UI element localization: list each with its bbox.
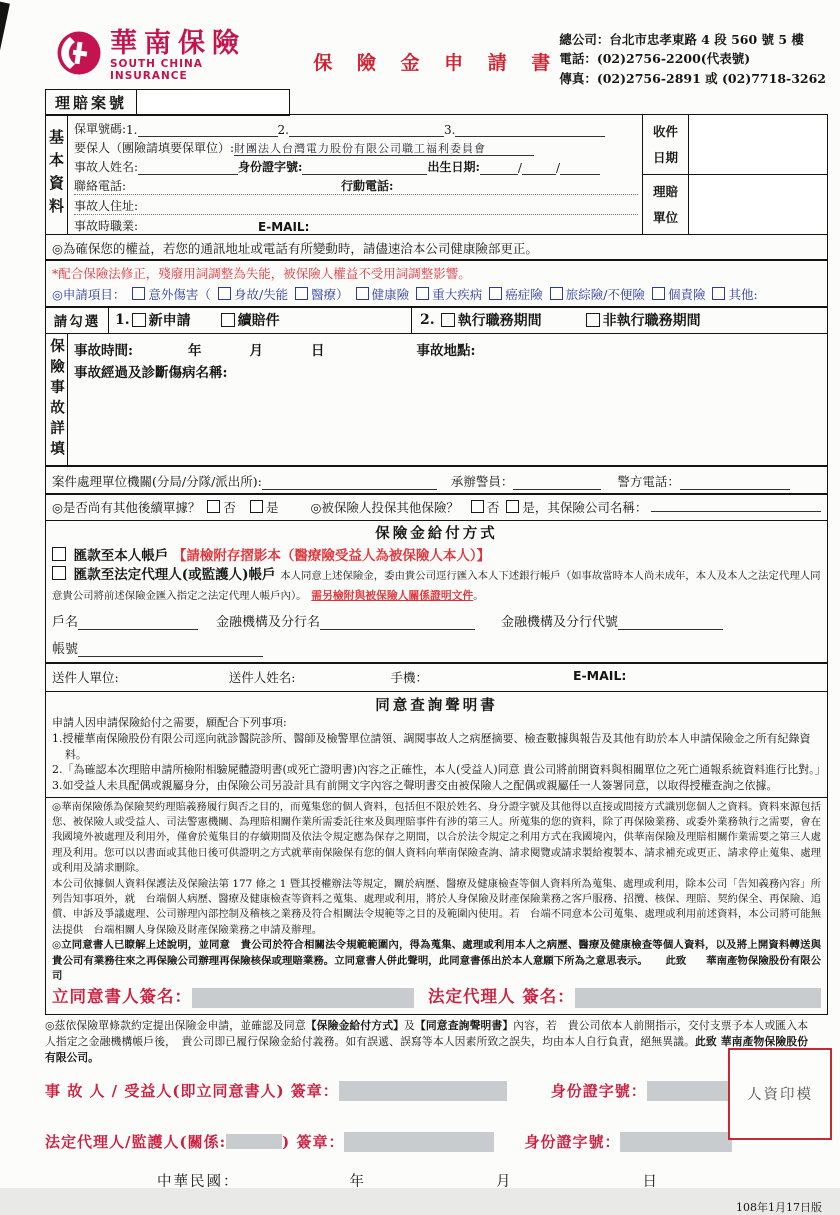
sender-email-label: E-MAIL:	[572, 668, 627, 684]
checkbox-personal-liability[interactable]	[652, 287, 665, 300]
account-number-field[interactable]	[78, 643, 263, 657]
birth-slash-2: /	[555, 161, 561, 176]
roc-month-label: 月	[496, 1174, 513, 1191]
receive-date-cell	[643, 115, 827, 174]
victim-id-field[interactable]	[302, 161, 427, 175]
accident-year-label: 年	[187, 342, 202, 359]
roc-year-label: 年	[349, 1174, 366, 1191]
pay-guardian-proof-note: 需另檢附與被保險人關係證明文件	[311, 588, 474, 602]
on-duty-label: 執行職務期間	[457, 313, 542, 330]
accident-time-row	[74, 337, 821, 359]
accident-description-row	[74, 359, 821, 381]
checkbox-other-insurance-no[interactable]	[471, 500, 484, 513]
south-china-insurance-logo-icon	[56, 30, 102, 76]
policy-number-label: 保單號碼:	[74, 122, 127, 137]
accident-place-label: 事故地點:	[416, 342, 476, 359]
beneficiary-id-label: 身份證字號：	[550, 1082, 647, 1101]
tick-label-cell: 請勾選	[46, 307, 109, 333]
applicant-label: 要保人（團險請填要保單位）:	[74, 141, 235, 156]
police-unit-field[interactable]	[262, 476, 437, 490]
sender-name-field[interactable]	[295, 668, 390, 686]
logo-company-name-en: SOUTH CHINA INSURANCE	[110, 58, 203, 83]
consent-item-3: 3.如受益人未具配偶或親屬身分，由保險公司另設計具有前開文字內容之聲明書交由被保險人之配偶或親屬任一人簽署同意，以取得授權查詢之依據。	[52, 779, 778, 793]
checkbox-new-application[interactable]	[132, 313, 146, 327]
office-use-column	[642, 115, 827, 234]
guardian-signature-row	[45, 1131, 828, 1152]
payment-option-self	[52, 544, 821, 564]
contact-change-notice: ◎為確保您的權益，若您的通訊地址或電話有所變動時，請儘速洽本公司健康險部更正。	[45, 234, 828, 261]
mobile-phone-label: 行動電話:	[341, 179, 394, 194]
apply-items-section	[45, 259, 828, 308]
other-insurance-question: ◎被保險人投保其他保險？	[310, 500, 459, 516]
victim-address-label: 事故人住址:	[74, 199, 139, 214]
apply-item-death-disability: 身故/失能	[233, 286, 289, 302]
police-unit-row	[45, 465, 828, 495]
sender-mobile-label: 手機：	[390, 670, 428, 686]
birth-year-field[interactable]	[480, 161, 518, 175]
policy-number-1-field[interactable]	[138, 123, 278, 137]
privacy-consent-text: ◎立同意書人已瞭解上述說明，並同意 貴公司於符合相關法令規範範圍內，得為蒐集、處理或利用本人之病歷、醫療及健康檢查等個人資料，以及將上開資料轉送與 貴公司有業務往來之再保險公司辦理再保險核保或理賠業務。立同意書人併此聲明，此同意書係出於本人意願下所為之意思表示。	[52, 939, 832, 967]
privacy-company-name: 華南產物保險股份有限公司	[52, 954, 821, 982]
consenter-signature-field[interactable]	[192, 988, 414, 1008]
victim-id-label: 身份證字號:	[238, 160, 303, 175]
followup-yes-label: 是	[265, 500, 279, 516]
consent-signature-row	[52, 985, 821, 1009]
other-insurance-company-field[interactable]	[651, 498, 821, 512]
victim-name-label: 事故人姓名:	[74, 160, 139, 175]
personal-data-section	[45, 797, 832, 1015]
checkbox-pay-self-account[interactable]	[52, 547, 66, 561]
privacy-paragraph-1: ◎華南保險係為保險契約理賠義務履行與否之目的，而蒐集您的個人資料，包括但不限於姓名、身分證字號及其他得以直接或間接方式識別您個人之資料。資料來源包括您、被保險人或受益人、司法警憲機關、為理賠相關作業所需委託往來及與理賠事件有涉的第三人。所蒐集的您的資料，除了再保險業務、或委外業務執行之需要，會在我國境外被處理及利用外，僅會於蒐集目的存續期間及依法令規定應為保存之期間，以合於法令規定之利用方式在我國境內，供華南保險及理賠相關作業需要之第三人處理及利用。您可以以書面或其他日後可供證明之方式就華南保險保有您的個人資料向華南保險查詢、請求閱覽或請求製給複製本、請求補充或更正、請求停止蒐集、處理或利用及請求刪除。	[52, 800, 821, 875]
apply-item-personal-liability: 個責險	[667, 286, 706, 302]
accident-detail-fields	[68, 334, 827, 466]
checkbox-death-disability[interactable]	[218, 287, 231, 300]
email-label: E-MAIL:	[258, 220, 310, 235]
accident-description-field[interactable]	[74, 381, 821, 463]
pay-self-account-label: 匯款至本人帳戶	[73, 547, 169, 564]
agreement-text-a: ◎茲依保險單條款約定提出保險金申請，並確認及同意	[45, 1018, 306, 1032]
receive-date-label-cell	[643, 115, 689, 174]
bank-code-label: 金融機構及分行代號	[501, 615, 619, 630]
agreement-bold-payment: 【保險金給付方式】	[305, 1018, 405, 1032]
claim-unit-field[interactable]	[689, 175, 827, 234]
beneficiary-signature-label: 事 故 人 / 受益人(即立同意書人) 簽章：	[45, 1082, 339, 1101]
police-unit-label: 案件處理單位機關(分局/分隊/派出所):	[52, 473, 262, 489]
bank-name-label: 金融機構及分行名	[216, 615, 321, 630]
roc-month-field[interactable]	[366, 1170, 496, 1191]
apply-item-major-illness: 重大疾病	[432, 286, 483, 302]
accident-description-label: 事故經過及診斷傷病名稱:	[74, 364, 228, 381]
bank-fields-row	[52, 611, 821, 630]
form-title: 保 險 金 申 請 書	[313, 52, 560, 74]
company-fax: 傳真：(02)2756-2891 或 (02)7718-3262	[559, 70, 826, 86]
roc-day-label: 日	[642, 1174, 659, 1191]
policy-index-1: 1.	[126, 123, 138, 138]
checkbox-travel[interactable]	[550, 287, 563, 300]
company-logo	[56, 30, 283, 82]
police-officer-label: 承辦警員：	[450, 473, 514, 489]
police-phone-field[interactable]	[680, 476, 790, 490]
sender-unit-label: 送件人單位:	[52, 670, 119, 686]
claim-number-field[interactable]	[137, 89, 290, 116]
apply-item-travel: 旅綜險/不便險	[565, 286, 645, 302]
policy-index-3: 3.	[443, 123, 456, 138]
agreement-text-c: 內容，若 貴公司依本人前開指示，交付支票予本人或匯入本人指定之金融機構帳戶後， 貴公司即已履行保險金給付義務。如有誤遞、誤寫等本人因素所致之誤失，均由本人自行負責，絕無異議。	[45, 1018, 809, 1048]
other-insurance-no-label: 否	[486, 500, 500, 516]
checkbox-other-insurance-yes[interactable]	[506, 500, 519, 513]
apply-items-row	[46, 283, 827, 307]
agreement-and: 及	[404, 1018, 415, 1032]
victim-name-field[interactable]	[138, 161, 238, 175]
guardian-signature-field[interactable]	[575, 988, 821, 1008]
payment-option-guardian	[52, 565, 821, 606]
guardian-signature-stamp-field[interactable]	[344, 1132, 494, 1152]
checkbox-accident[interactable]	[132, 287, 145, 300]
guardian-id-field[interactable]	[620, 1132, 732, 1152]
agreement-company: 此致 華南產物保險股份有限公司。	[45, 1034, 808, 1065]
followup-no-label: 否	[223, 500, 236, 516]
account-number-row	[52, 638, 821, 657]
occupation-label: 事故時職業:	[74, 219, 139, 234]
checkbox-pay-guardian-account[interactable]	[52, 566, 66, 580]
payment-method-title: 保險金給付方式	[375, 524, 498, 542]
accident-month-label: 月	[249, 342, 263, 359]
sender-name-label: 送件人姓名:	[228, 670, 296, 686]
occupation-row	[74, 214, 638, 234]
basic-info-fields	[68, 115, 642, 234]
consent-title: 同意查詢聲明書	[375, 696, 498, 714]
accident-detail-section	[45, 333, 828, 467]
birth-slash-1: /	[517, 161, 522, 176]
applicant-row	[74, 137, 638, 156]
consent-item-2: 2.「為確認本次理賠申請所檢附相驗屍體證明書(或死亡證明書)內容之正確性，本人(受益人)同意 貴公司將前開資料與相關單位之死亡通報系統資料進行比對。」	[52, 763, 826, 777]
beneficiary-signature-row	[45, 1080, 828, 1101]
address-row	[74, 194, 638, 214]
hr-seal-label: 人資印模	[747, 1087, 813, 1104]
birth-month-field[interactable]	[522, 161, 556, 175]
form-body	[45, 114, 832, 1014]
guardian-relation-label-a: 法定代理人/監護人(關係:	[45, 1133, 227, 1152]
form-header	[0, 0, 840, 86]
checkbox-health[interactable]	[356, 287, 369, 300]
roc-day-field[interactable]	[513, 1170, 643, 1191]
company-phone: 電話：(02)2756-2200(代表號)	[559, 51, 751, 67]
apply-item-cancer: 癌症險	[505, 286, 543, 302]
birth-date-label: 出生日期:	[427, 160, 480, 175]
checkbox-followup-no[interactable]	[207, 500, 220, 513]
privacy-paragraph-3	[52, 938, 832, 984]
bank-code-field[interactable]	[618, 616, 723, 630]
tick-selection-row	[45, 306, 828, 334]
privacy-to-label: 此致	[665, 954, 687, 967]
consent-declaration-section	[45, 691, 828, 799]
roc-date-row	[45, 1170, 828, 1191]
policy-number-2-field[interactable]	[289, 123, 444, 137]
roc-year-field[interactable]	[240, 1170, 350, 1191]
claim-number-label: 理賠案號	[45, 89, 137, 116]
basic-info-vertical-label: 基本資料	[46, 115, 68, 234]
apply-item-health: 健康險	[371, 286, 410, 302]
checkbox-medical[interactable]	[295, 287, 308, 300]
pay-self-account-note: 【請檢附存摺影本（醫療險受益人為被保險人本人）】	[172, 547, 491, 564]
checkbox-continued-claim[interactable]	[221, 313, 235, 327]
sender-row	[45, 662, 828, 692]
account-name-field[interactable]	[78, 616, 198, 630]
privacy-paragraph-2: 本公司依據個人資料保護法及保險法第 177 條之 1 暨其授權辦法等規定，關於病歷、醫療及健康檢查等個人資料所為蒐集、處理或利用，除本公司「告知義務內容」所列告知事項外，就 台端個人病歷、醫療及健康檢查等資料之蒐集、處理或利用，將於人身保險及財產保險業務之客戶服務、招攬、核保、理賠、契約保全、再保險、追償、申訴及爭議處理、公司辦理內部控制及稽核之業務及符合相關法令規範等之目的及範圍內使用。若 台端不同意本公司蒐集、處理或利用前述資料，本公司將可能無法提供 台端相關人身保險及財產保險業務之申請及辦理。	[52, 877, 821, 936]
final-agreement-paragraph	[45, 1018, 828, 1067]
sender-email-field[interactable]	[626, 668, 821, 686]
application-type-number: 1.	[115, 312, 130, 329]
claim-unit-cell	[643, 174, 827, 234]
pay-guardian-note-period: 。	[473, 589, 484, 602]
policy-index-2: 2.	[277, 123, 289, 138]
pay-guardian-account-label: 匯款至法定代理人(或監護人)帳戶	[73, 566, 276, 583]
claim-number-row	[45, 89, 840, 116]
roc-label: 中華民國：	[157, 1174, 240, 1191]
sender-mobile-field[interactable]	[428, 668, 573, 686]
policy-number-3-field[interactable]	[455, 123, 605, 137]
payment-method-section	[45, 520, 828, 665]
policy-number-row	[74, 118, 638, 137]
apply-item-medical: 醫療）	[311, 286, 349, 302]
birth-day-field[interactable]	[560, 161, 600, 175]
company-contact-block	[559, 30, 826, 88]
footer-section	[45, 1018, 828, 1215]
accident-day-label: 日	[310, 342, 325, 359]
apply-item-other: 其他:	[728, 286, 758, 302]
accident-detail-vertical-label: 保險事故詳填	[46, 334, 68, 466]
guardian-relation-label-b: ) 簽章：	[282, 1133, 345, 1152]
duty-period-number: 2.	[420, 312, 435, 329]
basic-info-section	[45, 114, 828, 235]
followup-question: ◎是否尚有其他後續單據？	[52, 500, 201, 516]
beneficiary-signature-field[interactable]	[339, 1081, 507, 1101]
new-application-label: 新申請	[148, 313, 191, 330]
logo-company-name: 華南保險	[110, 28, 246, 59]
account-number-label: 帳號	[52, 642, 79, 657]
claim-unit-label-cell	[643, 175, 689, 234]
police-officer-field[interactable]	[513, 476, 601, 490]
applicant-handwritten-value: 財團法人台灣電力股份有限公司職工福利委員會	[234, 142, 487, 156]
phone-row	[74, 175, 638, 194]
company-address: 總公司：台北市忠孝東路 4 段 560 號 5 樓	[559, 32, 804, 47]
other-insurance-yes-label: 是，其保險公司名稱：	[522, 500, 648, 516]
duty-period-cell	[412, 310, 827, 330]
receive-date-field[interactable]	[689, 115, 827, 174]
application-type-cell	[109, 307, 412, 333]
police-phone-label: 警方電話：	[617, 473, 680, 489]
account-name-label: 戶名	[52, 615, 79, 630]
checkbox-major-illness[interactable]	[416, 287, 429, 300]
agreement-bold-consent: 【同意查詢聲明書】	[414, 1018, 514, 1032]
victim-name-row	[74, 156, 638, 175]
guardian-relation-field[interactable]	[226, 1134, 282, 1149]
consenter-signature-label: 立同意書人簽名：	[52, 987, 192, 1007]
off-duty-label: 非執行職務期間	[602, 313, 701, 330]
checkbox-followup-yes[interactable]	[250, 500, 263, 513]
receive-date-label: 收件日期	[653, 123, 679, 165]
applicant-field[interactable]	[234, 140, 534, 156]
checkbox-other[interactable]	[712, 287, 725, 300]
checkbox-cancer[interactable]	[489, 287, 502, 300]
consent-intro: 申請人因申請保險給付之需要，願配合下列事項:	[52, 715, 287, 729]
guardian-signature-label: 法定代理人 簽名：	[428, 987, 575, 1007]
accident-time-label: 事故時間:	[74, 342, 133, 359]
continued-claim-label: 續賠件	[237, 313, 280, 330]
hr-seal-box	[728, 1048, 832, 1140]
form-version: 108年1月17日版	[736, 1201, 822, 1215]
apply-item-accident: 意外傷害（	[148, 286, 211, 302]
bank-name-field[interactable]	[320, 616, 475, 630]
sender-unit-field[interactable]	[119, 668, 229, 686]
pay-guardian-account-note: 本人同意上述保險金，委由貴公司逕行匯入本人下述銀行帳戶（如事故當時本人尚未成年，本人及本人之法定代理人同意貴公司將前述保險金匯入指定之法定代理人帳戶內）。	[52, 569, 821, 602]
claim-unit-label: 理賠單位	[653, 183, 679, 225]
checkbox-on-duty[interactable]	[441, 313, 455, 327]
law-amendment-note: *配合保險法修正，殘廢用詞調整為失能，被保險人權益不受用詞調整影響。	[52, 265, 471, 281]
other-insurance-row	[45, 493, 828, 521]
checkbox-off-duty[interactable]	[586, 313, 600, 327]
apply-items-label: ◎申請項目：	[52, 286, 126, 302]
consent-item-1: 1.授權華南保險股份有限公司逕向就診醫院診所、醫師及檢警單位請領、調閱事故人之病歷摘要、檢查數據與報告及其他有助於本人申請保險金之所有紀錄資料。	[52, 731, 811, 761]
contact-phone-label: 聯絡電話:	[74, 179, 127, 194]
guardian-id-label: 身份證字號：	[524, 1133, 621, 1152]
